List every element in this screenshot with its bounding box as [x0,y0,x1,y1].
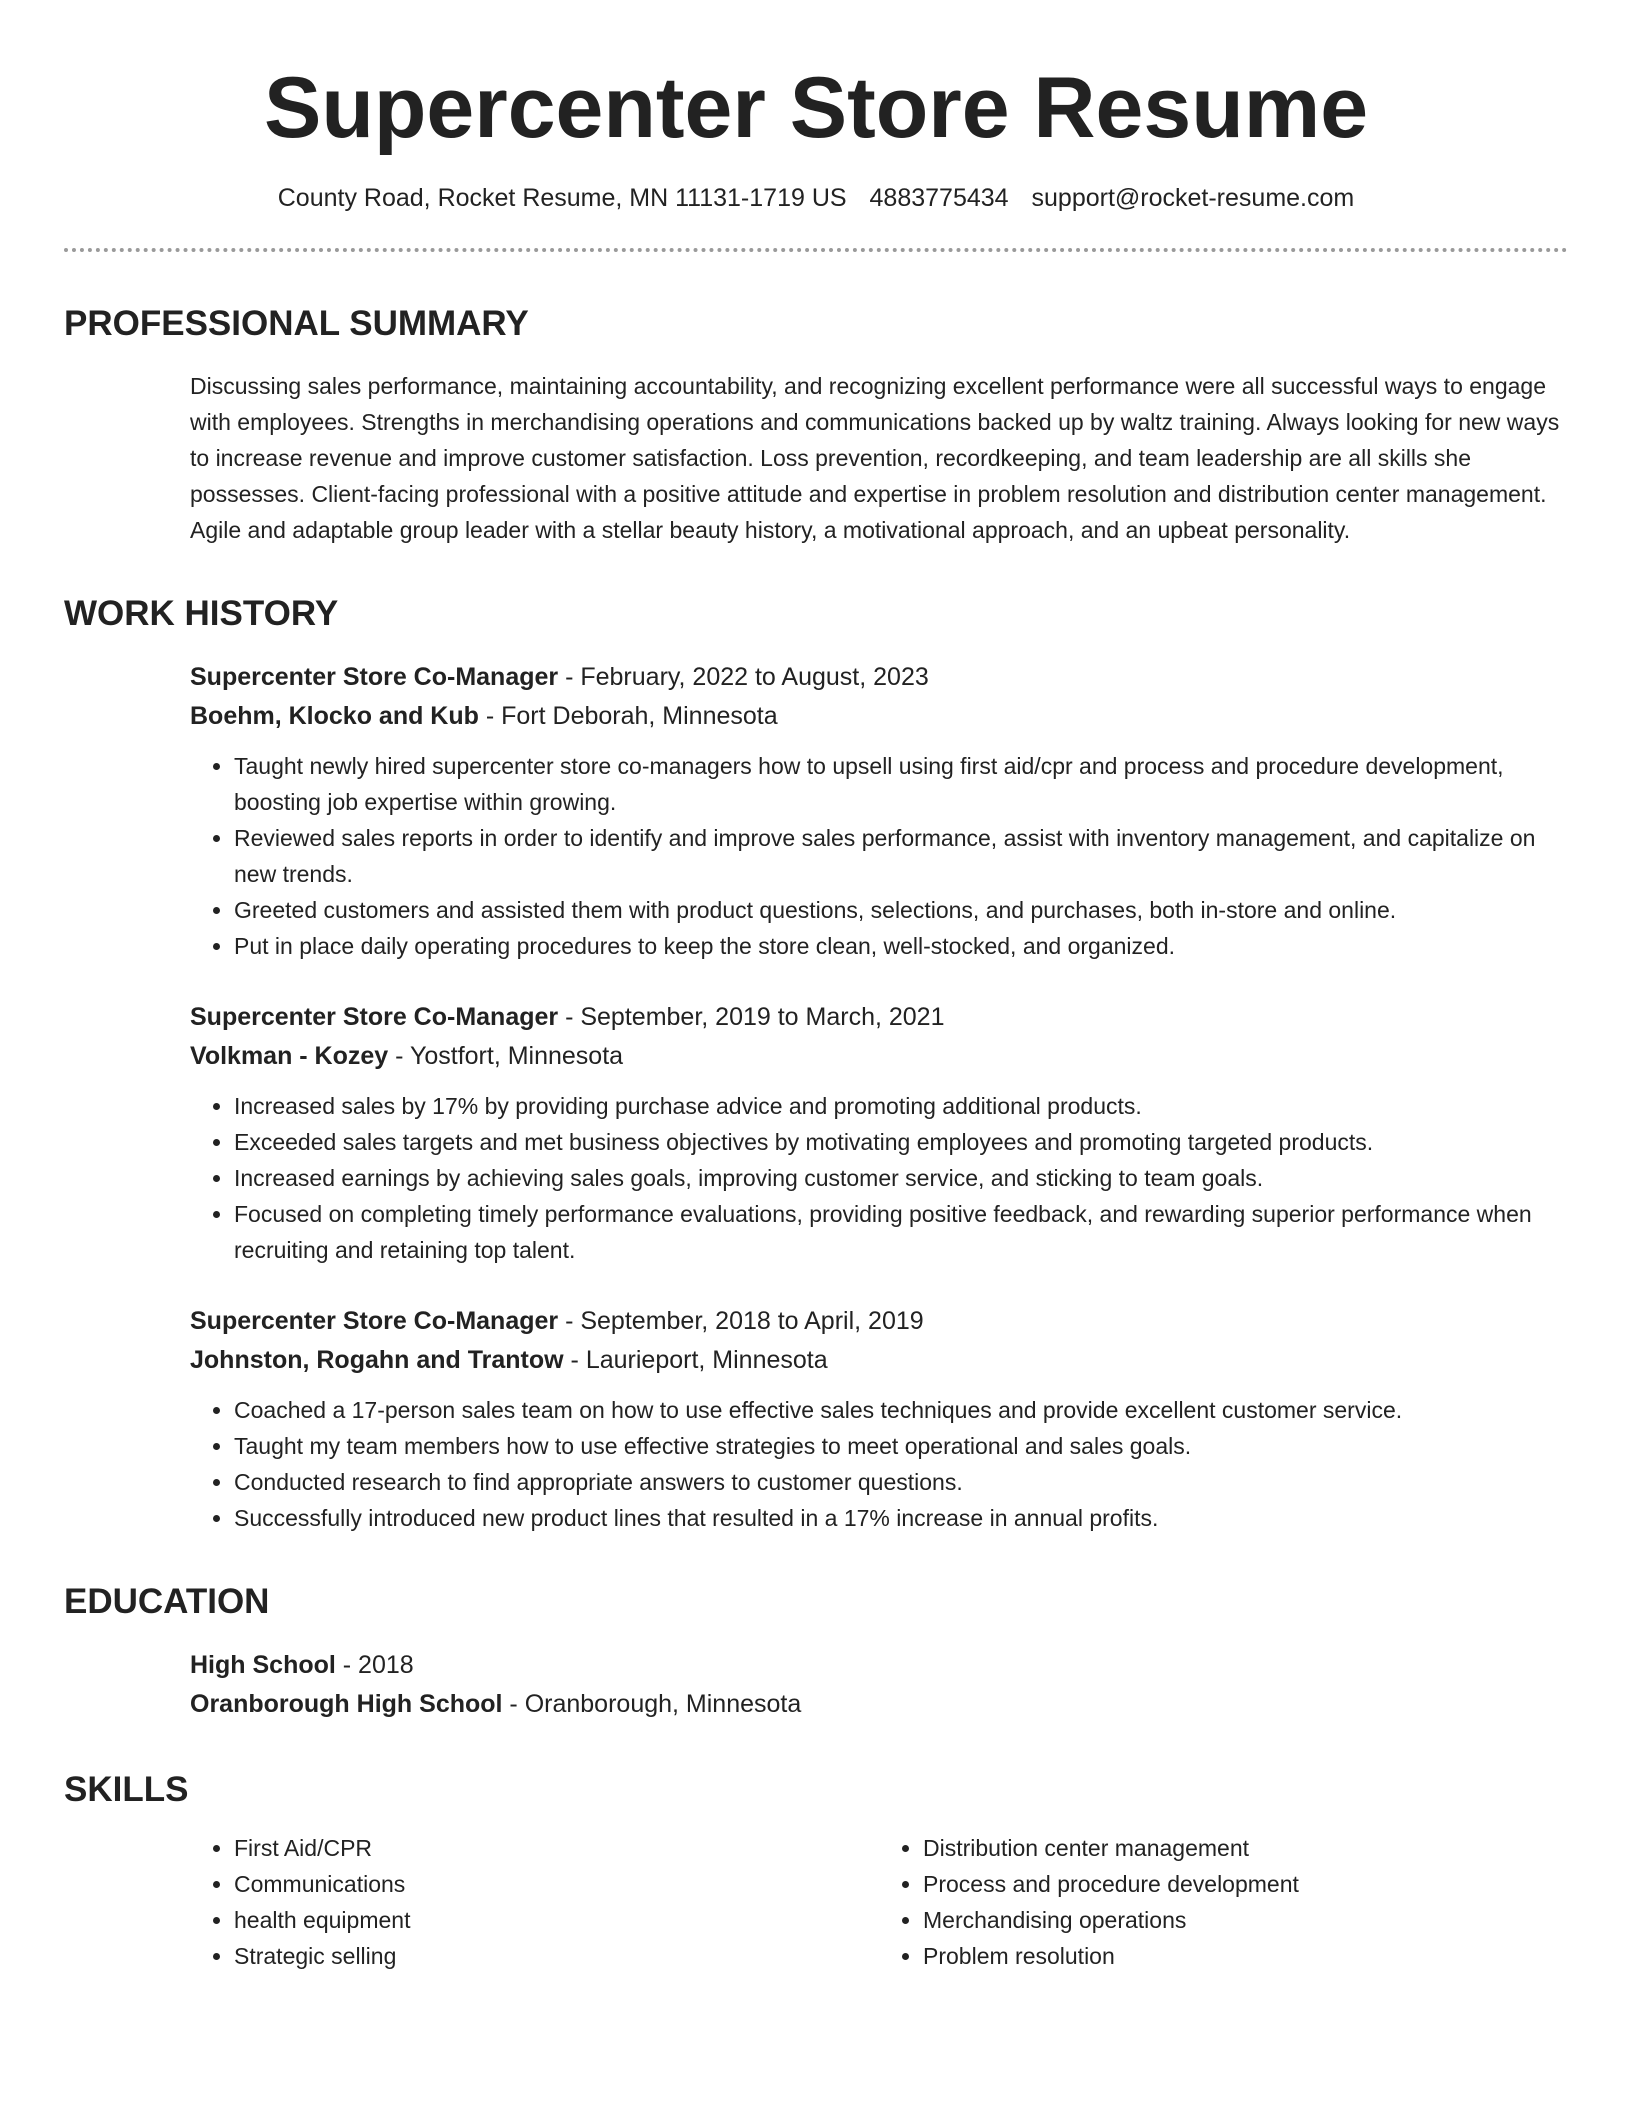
education-heading: EDUCATION [64,1582,270,1621]
job-entry [190,998,1568,1268]
skills-columns [190,1830,1568,1974]
summary-text: Discussing sales performance, maintaining accountability, and recognizing excellent performance were all successful ways to engage with employees. Strengths in merchandising operations and communications backed up by waltz training. Always looking for new ways to increase revenue and improve customer satisfaction. Loss prevention, recordkeeping, and team leadership are all skills she possesses. Client-facing professional with a positive attitude and expertise in problem resolution and distribution center management. Agile and adaptable group leader with a stellar beauty history, a motivational approach, and an upbeat personality. [190,373,1560,543]
header-divider [64,248,1568,252]
list-item: • Reviewed sales reports in order to identify and improve sales performance, assist with inventory management, and capitalize on new trends. [234,820,1568,892]
contact-address: County Road, Rocket Resume, MN 11131-1719 US [277,184,847,212]
work-history-heading: WORK HISTORY [64,594,339,633]
list-item: • Taught newly hired supercenter store co-managers how to upsell using first aid/cpr and process and procedure development, boosting job expertise within growing. [234,748,1568,820]
list-item: • Coached a 17-person sales team on how to use effective sales techniques and provide excellent customer service. [234,1392,1568,1428]
job-role-line [190,1302,1568,1341]
list-item: • Exceeded sales targets and met business objectives by motivating employees and promoting targeted products. [234,1124,1568,1160]
job-role: Supercenter Store Co-Manager [190,1003,559,1031]
education-year: - 2018 [335,1651,414,1679]
job-company-line [190,697,1568,736]
job-location: - Yostfort, Minnesota [388,1042,624,1070]
skill-item: • health equipment [234,1902,879,1938]
job-dates: - February, 2022 to August, 2023 [558,663,929,691]
education-section [64,1580,1568,1724]
job-dates: - September, 2019 to March, 2021 [558,1003,945,1031]
skill-item: • Strategic selling [234,1938,879,1974]
contact-line [64,182,1568,214]
job-entry [190,1302,1568,1536]
list-item: • Put in place daily operating procedures to keep the store clean, well-stocked, and organized. [234,928,1568,964]
resume-page [64,0,1568,1974]
summary-section [64,302,1568,548]
contact-email: support@rocket-resume.com [1031,184,1355,212]
education-location: - Oranborough, Minnesota [502,1690,802,1718]
education-school: Oranborough High School [190,1690,503,1718]
job-company: Volkman - Kozey [190,1042,389,1070]
work-history-section [64,592,1568,1536]
list-item: • Taught my team members how to use effective strategies to meet operational and sales goals. [234,1428,1568,1464]
job-dates: - September, 2018 to April, 2019 [558,1307,924,1335]
skill-item: • Communications [234,1866,879,1902]
job-bullets [190,1392,1568,1536]
list-item: • Increased sales by 17% by providing purchase advice and promoting additional products. [234,1088,1568,1124]
skill-item: • Process and procedure development [923,1866,1568,1902]
education-degree: High School [190,1651,336,1679]
job-location: - Laurieport, Minnesota [563,1346,828,1374]
resume-title: Supercenter Store Resume [263,60,1369,156]
job-bullets [190,1088,1568,1268]
job-company: Johnston, Rogahn and Trantow [190,1346,564,1374]
education-entry [190,1646,1568,1724]
skill-item: • Problem resolution [923,1938,1568,1974]
list-item: • Greeted customers and assisted them with product questions, selections, and purchases, both in-store and online. [234,892,1568,928]
list-item: • Focused on completing timely performance evaluations, providing positive feedback, and rewarding superior performance when recruiting and retaining top talent. [234,1196,1568,1268]
skills-list-left [190,1830,879,1974]
education-school-line [190,1685,1568,1724]
skills-section [64,1768,1568,1974]
skills-heading: SKILLS [64,1770,189,1809]
job-bullets [190,748,1568,964]
job-entry [190,658,1568,964]
education-degree-line [190,1646,1568,1685]
contact-phone: 4883775434 [869,184,1009,212]
job-location: - Fort Deborah, Minnesota [478,702,778,730]
list-item: • Increased earnings by achieving sales goals, improving customer service, and sticking to team goals. [234,1160,1568,1196]
skill-item: • Distribution center management [923,1830,1568,1866]
skills-list-right [879,1830,1568,1974]
list-item: • Successfully introduced new product lines that resulted in a 17% increase in annual profits. [234,1500,1568,1536]
skill-item: • Merchandising operations [923,1902,1568,1938]
list-item: • Conducted research to find appropriate answers to customer questions. [234,1464,1568,1500]
job-role: Supercenter Store Co-Manager [190,1307,559,1335]
job-company: Boehm, Klocko and Kub [190,702,479,730]
job-role: Supercenter Store Co-Manager [190,663,559,691]
job-company-line [190,1037,1568,1076]
skill-item: • First Aid/CPR [234,1830,879,1866]
job-role-line [190,658,1568,697]
summary-heading: PROFESSIONAL SUMMARY [64,304,529,343]
job-role-line [190,998,1568,1037]
job-company-line [190,1341,1568,1380]
